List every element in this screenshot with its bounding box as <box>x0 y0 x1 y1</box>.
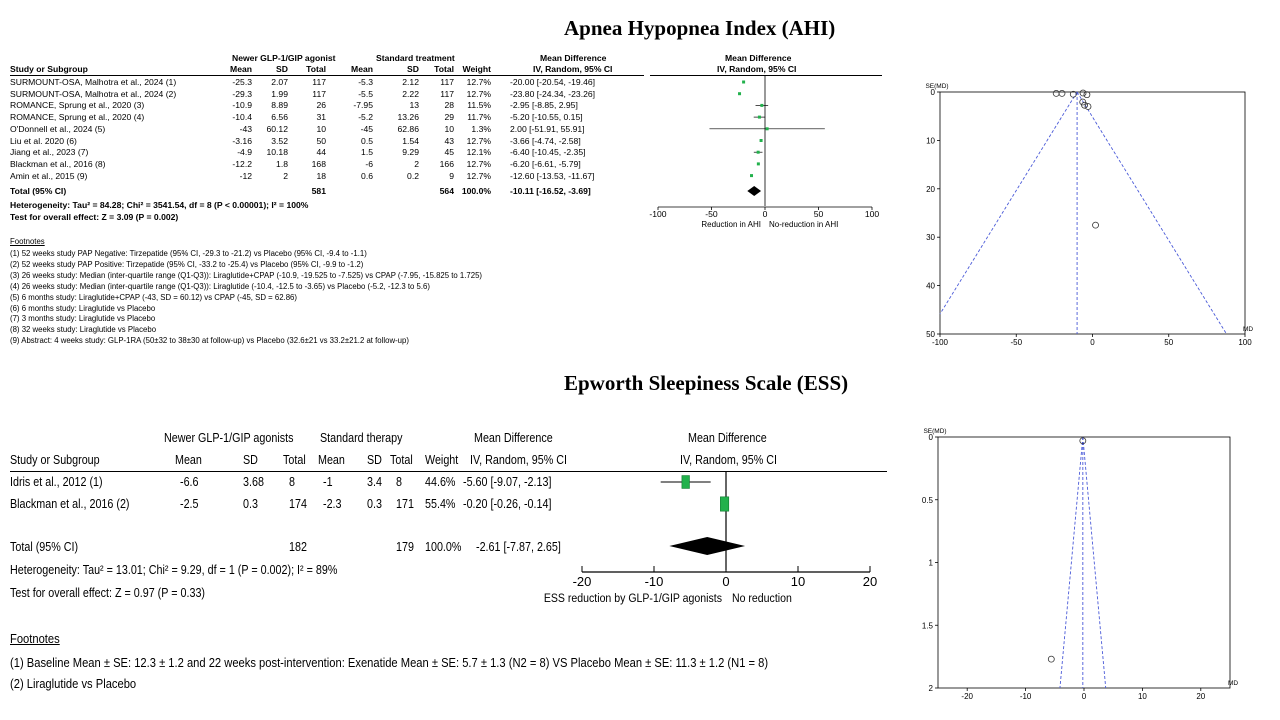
ess-row-ci-text: -0.20 [-0.26, -0.14] <box>463 497 552 511</box>
ess-row-e-n: 8 <box>289 475 295 489</box>
ahi-row-c-sd: 2.22 <box>402 88 419 99</box>
ahi-row-c-mean: -6 <box>365 158 373 169</box>
ahi-overall-effect: Test for overall effect: Z = 3.09 (P = 0.002) <box>10 212 179 222</box>
ahi-footnote: (6) 6 months study: Liraglutide vs Placebo <box>10 303 156 313</box>
ess-row-c-n: 8 <box>396 475 402 489</box>
ahi-footnote: (8) 32 weeks study: Liraglutide vs Placebo <box>10 325 157 335</box>
ess-funnel-y-tick-label: 0.5 <box>921 495 933 505</box>
ahi-row-ci-text: -20.00 [-20.54, -19.46] <box>510 77 596 87</box>
ahi-row-e-mean: -29.3 <box>232 88 252 99</box>
ahi-footnote: (4) 26 weeks study: Median (inter-quartile range (Q1-Q3)): Liraglutide (-10.4, -12.5 to -3.65) vs Placebo (-5.2, -12.3 to 5.6) <box>10 281 430 291</box>
ahi-funnel-y-tick-label: 30 <box>926 233 935 243</box>
ahi-row-e-sd: 1.8 <box>276 158 288 169</box>
ahi-x-tick-label: -50 <box>705 209 718 219</box>
ess-row-c-n: 171 <box>396 497 414 511</box>
ahi-funnel-y-tick-label: 10 <box>926 136 935 146</box>
ahi-row-e-mean: -12.2 <box>232 158 252 169</box>
ahi-row-c-mean: -45 <box>360 123 373 134</box>
ahi-x-tick-label: 0 <box>762 209 768 219</box>
ahi-row-weight: 1.3% <box>471 123 491 134</box>
ahi-funnel-y-label: SE(MD) <box>925 83 949 90</box>
ahi-row-e-n: 117 <box>312 88 326 99</box>
ahi-row-ci-text: -5.20 [-10.55, 0.15] <box>510 112 583 123</box>
ess-funnel-y-tick-label: 1.5 <box>921 621 933 631</box>
ahi-row-weight: 11.5% <box>467 100 491 111</box>
ahi-row-ci-text: 2.00 [-51.91, 55.91] <box>510 123 585 134</box>
ess-funnel-x-tick-label: 0 <box>1081 692 1087 701</box>
ahi-row-e-sd: 1.99 <box>271 88 288 99</box>
ahi-funnel-x-tick-label: 100 <box>1238 338 1252 347</box>
ahi-col-e-total: Total <box>306 64 326 74</box>
ahi-row-c-mean: 1.5 <box>361 147 373 158</box>
ahi-row-label: Jiang et al., 2023 (7) <box>10 147 89 158</box>
ahi-col-c-mean: Mean <box>351 64 373 74</box>
ess-total-c-n: 179 <box>396 540 414 554</box>
ahi-row-c-sd: 2 <box>414 158 419 169</box>
ahi-funnel-x-tick-label: 50 <box>1164 338 1174 347</box>
ahi-footnote: (2) 52 weeks study PAP Positive: Tirzepatide (95% CI, -33.2 to -25.4) vs Placebo (95% CI, -9.9 to -1.2) <box>10 259 364 269</box>
ess-row-e-mean: -6.6 <box>180 475 199 489</box>
ahi-row-e-n: 31 <box>316 112 326 123</box>
ahi-row-e-n: 26 <box>316 100 326 111</box>
ahi-row-ci-text: -12.60 [-13.53, -11.67] <box>510 170 595 181</box>
ahi-funnel-frame <box>940 92 1245 334</box>
ahi-row-c-sd: 1.54 <box>402 135 419 146</box>
ahi-funnel-point <box>1080 90 1086 96</box>
ahi-funnel-y-tick-label: 50 <box>926 330 935 339</box>
ahi-favours-right: No-reduction in AHI <box>769 220 839 229</box>
ahi-footnote: (1) 52 weeks study PAP Negative: Tirzepatide (95% CI, -29.3 to -21.2) vs Placebo (95% CI, -9.4 to -1.1) <box>10 249 367 258</box>
ess-funnel-plot <box>920 425 1240 710</box>
ahi-row-ci-text: -3.66 [-4.74, -2.58] <box>510 135 581 146</box>
ahi-row-e-mean: -10.9 <box>232 100 252 111</box>
ahi-md-plot-header: Mean Difference <box>725 53 792 63</box>
ahi-footnote: (3) 26 weeks study: Median (inter-quartile range (Q1-Q3)): Liraglutide+CPAP (-10.9, -19.525 to -7.525) vs CPAP (-7.95, -15.825 to 1.725) <box>10 270 483 280</box>
ahi-row-c-n: 9 <box>449 170 454 181</box>
ess-footnote-1: (1) Baseline Mean ± SE: 12.3 ± 1.2 and 22 weeks post-intervention: Exenatide Mean ± SE: 5.7 ± 1.3 (N2 = 8) VS Placebo Mean ± SE: 11.3 ± 1.2 (N1 = 8) <box>10 655 769 670</box>
ahi-funnel-x-tick-label: 0 <box>1090 338 1095 347</box>
ess-row-weight: 44.6% <box>425 475 456 489</box>
ahi-col-ci-text: IV, Random, 95% CI <box>533 64 613 74</box>
ess-section-title: Epworth Sleepiness Scale (ESS) <box>564 371 849 395</box>
ahi-row-c-sd: 9.29 <box>402 147 419 158</box>
ess-row-c-sd: 0.3 <box>367 497 382 511</box>
ess-col-study: Study or Subgroup <box>10 453 100 467</box>
ahi-funnel-y-tick-label: 20 <box>926 184 935 194</box>
ahi-row-e-n: 50 <box>316 135 326 146</box>
ess-study-marker <box>682 476 690 489</box>
ahi-row-label: SURMOUNT-OSA, Malhotra et al., 2024 (1) <box>10 77 177 87</box>
ahi-experimental-header: Newer GLP-1/GIP agonist <box>232 53 336 63</box>
ahi-row-label: ROMANCE, Sprung et al., 2020 (3) <box>10 100 145 111</box>
ess-col-e-total: Total <box>283 453 306 467</box>
ahi-funnel-ci-right <box>1077 92 1226 334</box>
ahi-row-c-n: 43 <box>444 135 454 146</box>
ess-row-c-mean: -1 <box>323 475 333 489</box>
ahi-total-e-n: 581 <box>311 186 326 196</box>
ess-footnotes-title: Footnotes <box>10 631 60 646</box>
ess-total-ci: -2.61 [-7.87, 2.65] <box>476 540 561 554</box>
ahi-total-c-n: 564 <box>439 186 454 196</box>
ahi-row-e-sd: 3.52 <box>271 135 288 146</box>
ahi-row-label: SURMOUNT-OSA, Malhotra et al., 2024 (2) <box>10 88 177 99</box>
ahi-row-e-n: 168 <box>311 158 326 169</box>
ess-md-plot-header: Mean Difference <box>688 431 767 445</box>
ess-funnel-x-tick-label: -10 <box>1019 692 1032 701</box>
ahi-col-weight: Weight <box>462 64 491 74</box>
ahi-funnel-point <box>1059 90 1065 96</box>
ess-row-label: Blackman et al., 2016 (2) <box>10 497 130 511</box>
ahi-funnel-point <box>1093 222 1099 228</box>
ahi-col-study: Study or Subgroup <box>10 64 88 74</box>
ess-md-text-header: Mean Difference <box>474 431 553 445</box>
ahi-row-e-sd: 60.12 <box>266 123 288 134</box>
ess-study-marker <box>720 497 728 511</box>
ahi-x-tick-label: 50 <box>813 209 824 219</box>
ahi-favours-left: Reduction in AHI <box>701 220 761 229</box>
ess-funnel-x-tick-label: -20 <box>961 692 973 701</box>
ess-col-c-sd: SD <box>367 453 382 467</box>
ess-total-label: Total (95% CI) <box>10 540 79 554</box>
ess-funnel-ci-left <box>1060 437 1083 688</box>
ahi-x-tick-label: -100 <box>649 209 667 219</box>
ahi-total-weight: 100.0% <box>461 186 491 196</box>
ess-forest-plot <box>0 380 900 620</box>
ess-x-tick-label: 0 <box>722 574 730 589</box>
ess-experimental-header: Newer GLP-1/GIP agonists <box>164 431 294 445</box>
ahi-row-ci-text: -23.80 [-24.34, -23.26] <box>510 88 596 99</box>
ahi-row-label: ROMANCE, Sprung et al., 2020 (4) <box>10 112 145 123</box>
ahi-row-ci-text: -2.95 [-8.85, 2.95] <box>510 100 578 111</box>
ahi-row-weight: 12.7% <box>466 88 491 99</box>
ahi-col-ci-plot: IV, Random, 95% CI <box>717 64 797 74</box>
ess-funnel-x-tick-label: 10 <box>1137 692 1147 701</box>
ahi-row-c-n: 29 <box>444 112 454 123</box>
ahi-row-e-sd: 2.07 <box>271 77 288 87</box>
ahi-row-weight: 12.7% <box>466 135 491 146</box>
ahi-row-e-mean: -4.9 <box>237 147 252 158</box>
ess-row-e-sd: 0.3 <box>243 497 258 511</box>
ess-row-c-sd: 3.4 <box>367 475 382 489</box>
ahi-row-e-n: 10 <box>316 123 326 134</box>
ahi-total-label: Total (95% CI) <box>10 186 67 196</box>
ahi-row-ci-text: -6.40 [-10.45, -2.35] <box>510 147 586 158</box>
ess-x-tick-label: -20 <box>572 574 592 589</box>
ahi-row-e-n: 44 <box>316 147 326 158</box>
ess-x-tick-label: 10 <box>790 574 806 589</box>
ess-funnel-frame <box>938 437 1230 688</box>
ahi-row-c-n: 117 <box>440 88 454 99</box>
ahi-row-weight: 12.7% <box>466 77 491 87</box>
ahi-row-c-sd: 0.2 <box>407 170 419 181</box>
ahi-row-weight: 12.7% <box>466 170 491 181</box>
ahi-funnel-x-label: MD <box>1242 326 1254 333</box>
ahi-row-c-mean: 0.5 <box>361 135 373 146</box>
ahi-row-c-mean: -7.95 <box>353 100 373 111</box>
ess-control-header: Standard therapy <box>320 431 403 445</box>
ess-favours-right: No reduction <box>732 592 792 606</box>
ahi-row-weight: 12.1% <box>466 147 491 158</box>
ess-funnel-x-tick-label: 20 <box>1196 692 1206 701</box>
ahi-row-c-sd: 62.86 <box>397 123 419 134</box>
ahi-row-e-sd: 6.56 <box>271 112 288 123</box>
ess-total-e-n: 182 <box>289 540 307 554</box>
ess-col-c-mean: Mean <box>318 453 345 467</box>
ess-favours-left: ESS reduction by GLP-1/GIP agonists <box>543 592 722 606</box>
ahi-footnote: (7) 3 months study: Liraglutide vs Placebo <box>10 314 156 324</box>
ess-funnel-y-tick-label: 1 <box>928 558 933 568</box>
ess-row-e-sd: 3.68 <box>243 475 264 489</box>
ahi-row-ci-text: -6.20 [-6.61, -5.79] <box>510 158 581 169</box>
ahi-row-c-mean: 0.6 <box>361 170 373 181</box>
ahi-row-c-n: 45 <box>444 147 454 158</box>
ahi-funnel-x-tick-label: -100 <box>931 338 949 347</box>
ahi-total-ci: -10.11 [-16.52, -3.69] <box>510 186 591 196</box>
ahi-funnel-point <box>1053 90 1059 96</box>
ahi-row-c-sd: 13 <box>409 100 419 111</box>
ahi-row-e-mean: -25.3 <box>232 77 252 87</box>
ahi-md-text-header: Mean Difference <box>540 53 607 63</box>
ahi-col-e-sd: SD <box>276 64 288 74</box>
ess-row-weight: 55.4% <box>425 497 456 511</box>
ess-row-e-n: 174 <box>289 497 307 511</box>
ahi-control-header: Standard treatment <box>376 53 455 63</box>
ess-funnel-y-label: SE(MD) <box>923 428 947 435</box>
ahi-row-c-sd: 2.12 <box>402 77 419 87</box>
ess-funnel-x-label: MD <box>1227 680 1239 687</box>
ahi-row-e-sd: 2 <box>283 170 288 181</box>
ahi-row-e-n: 117 <box>312 77 326 87</box>
ahi-row-c-n: 10 <box>444 123 454 134</box>
ess-col-weight: Weight <box>425 453 459 467</box>
ahi-funnel-ci-left <box>940 92 1077 314</box>
ess-col-c-total: Total <box>390 453 413 467</box>
ess-funnel-ci-right <box>1083 437 1106 688</box>
ess-heterogeneity: Heterogeneity: Tau² = 13.01; Chi² = 9.29, df = 1 (P = 0.002); I² = 89% <box>10 563 338 577</box>
ess-overall-effect: Test for overall effect: Z = 0.97 (P = 0.33) <box>10 586 206 600</box>
ahi-row-c-mean: -5.5 <box>358 88 373 99</box>
ahi-col-c-sd: SD <box>407 64 419 74</box>
ess-col-ci-text: IV, Random, 95% CI <box>470 453 568 467</box>
ess-row-c-mean: -2.3 <box>323 497 342 511</box>
ahi-footnote: (5) 6 months study: Liraglutide+CPAP (-43, SD = 60.12) vs CPAP (-45, SD = 62.86) <box>10 292 297 302</box>
ahi-section-title: Apnea Hypopnea Index (AHI) <box>564 16 836 40</box>
ess-total-diamond <box>669 537 745 555</box>
ahi-funnel-plot <box>920 80 1254 350</box>
ess-funnel-point <box>1048 656 1054 662</box>
ahi-row-label: Amin et al., 2015 (9) <box>10 170 88 181</box>
ahi-row-e-sd: 10.18 <box>266 147 288 158</box>
ahi-row-c-n: 28 <box>444 100 454 111</box>
ess-funnel-y-tick-label: 0 <box>928 433 933 442</box>
ahi-row-e-mean: -10.4 <box>232 112 252 123</box>
ess-total-weight: 100.0% <box>425 540 462 554</box>
ahi-funnel-x-tick-label: -50 <box>1010 338 1023 347</box>
ahi-row-c-mean: -5.3 <box>358 77 373 87</box>
ahi-row-c-n: 117 <box>440 77 454 87</box>
ahi-row-e-n: 18 <box>316 170 326 181</box>
ahi-funnel-y-tick-label: 40 <box>926 281 935 291</box>
ess-row-e-mean: -2.5 <box>180 497 199 511</box>
ahi-footnotes-title: Footnotes <box>10 237 45 246</box>
ahi-heterogeneity: Heterogeneity: Tau² = 84.28; Chi² = 3541.54, df = 8 (P < 0.00001); I² = 100% <box>10 200 309 210</box>
ahi-row-e-mean: -12 <box>239 170 252 181</box>
ess-funnel-y-tick-label: 2 <box>928 684 933 693</box>
ahi-col-c-total: Total <box>434 64 454 74</box>
ahi-row-e-sd: 8.89 <box>271 100 288 111</box>
ess-col-e-sd: SD <box>243 453 258 467</box>
ahi-funnel-point <box>1084 92 1090 98</box>
ess-row-label: Idris et al., 2012 (1) <box>10 475 103 489</box>
ahi-row-c-n: 166 <box>439 158 454 169</box>
ahi-footnote: (9) Abstract: 4 weeks study: GLP-1RA (50±32 to 38±30 at follow-up) vs Placebo (32.6±21 vs 33.2±21.2 at follow-up) <box>10 336 409 346</box>
ahi-row-e-mean: -3.16 <box>232 135 252 146</box>
ahi-row-c-sd: 13.26 <box>397 112 419 123</box>
ahi-row-label: Liu et al. 2020 (6) <box>10 135 77 146</box>
ess-x-tick-label: -10 <box>644 574 664 589</box>
ahi-row-label: Blackman et al., 2016 (8) <box>10 158 106 169</box>
ahi-row-weight: 12.7% <box>466 158 491 169</box>
ahi-row-label: O'Donnell et al., 2024 (5) <box>10 123 106 134</box>
ahi-row-e-mean: -43 <box>239 123 252 134</box>
ahi-x-tick-label: 100 <box>864 209 880 219</box>
ess-col-ci-plot: IV, Random, 95% CI <box>680 453 778 467</box>
ahi-col-e-mean: Mean <box>230 64 252 74</box>
ess-col-e-mean: Mean <box>175 453 202 467</box>
ess-row-ci-text: -5.60 [-9.07, -2.13] <box>463 475 552 489</box>
ahi-row-c-mean: -5.2 <box>358 112 373 123</box>
ess-x-tick-label: 20 <box>862 574 878 589</box>
ess-footnote-2: (2) Liraglutide vs Placebo <box>10 676 137 691</box>
ahi-row-weight: 11.7% <box>467 112 491 123</box>
ahi-funnel-y-tick-label: 0 <box>930 88 935 97</box>
